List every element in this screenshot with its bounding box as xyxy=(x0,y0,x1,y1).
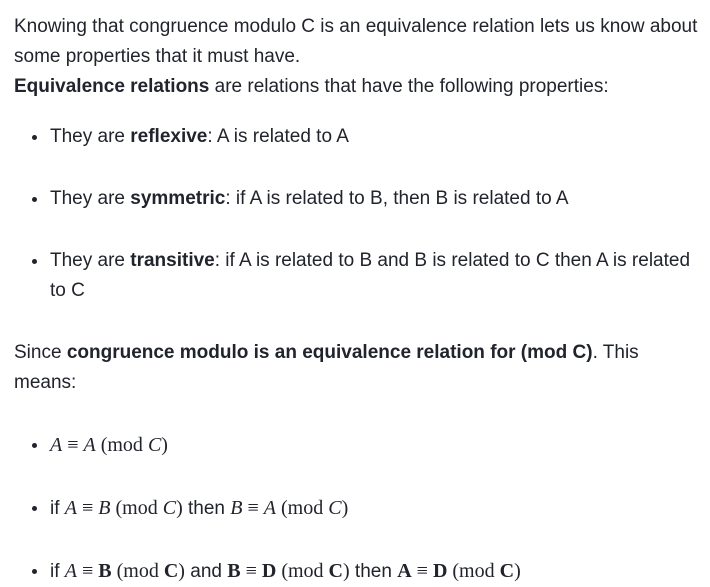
examples-list xyxy=(14,430,704,587)
bullet-icon xyxy=(32,197,37,202)
math-expression: B ≡ D (mod C) xyxy=(227,560,350,582)
property-text: : if A is related to B and B is related to C then A is related to C xyxy=(50,250,691,301)
math-expression: A ≡ D (mod C) xyxy=(397,560,521,582)
list-item-example-symmetric xyxy=(14,493,704,524)
property-term: reflexive xyxy=(130,126,208,147)
math-expression: A ≡ B (mod C) xyxy=(64,497,183,519)
list-item-example-reflexive xyxy=(14,430,704,461)
properties-list xyxy=(14,122,704,306)
property-text: : if A is related to B, then B is related to A xyxy=(225,188,569,209)
bullet-icon xyxy=(32,443,37,448)
example-text: then xyxy=(182,498,231,519)
property-text: They are xyxy=(50,126,131,147)
property-term: symmetric xyxy=(130,188,226,209)
intro-line2-rest: are relations that have the following properties: xyxy=(209,76,609,97)
since-paragraph xyxy=(14,338,704,398)
math-expression: A ≡ B (mod C) xyxy=(64,560,185,582)
bullet-icon xyxy=(32,506,37,511)
list-item-example-transitive xyxy=(14,556,704,587)
math-expression: A ≡ A (mod C) xyxy=(50,434,168,456)
since-bold-text: congruence modulo is an equivalence relation for (mod C) xyxy=(66,342,593,363)
since-text: . This means: xyxy=(14,342,639,393)
bullet-icon xyxy=(32,135,37,140)
bullet-icon xyxy=(32,259,37,264)
equivalence-relations-term: Equivalence relations xyxy=(14,76,210,97)
example-text: then xyxy=(349,561,398,582)
example-text: if xyxy=(50,561,65,582)
list-item-symmetric xyxy=(14,184,704,214)
math-expression: B ≡ A (mod C) xyxy=(230,497,349,519)
list-item-reflexive xyxy=(14,122,704,152)
since-text: Since xyxy=(14,342,67,363)
property-text: : A is related to A xyxy=(207,126,349,147)
property-term: transitive xyxy=(130,250,215,271)
intro-paragraph xyxy=(14,12,704,102)
intro-line1: Knowing that congruence modulo C is an equivalence relation lets us know about some properties that it must have. xyxy=(14,16,698,67)
example-text: if xyxy=(50,498,65,519)
property-text: They are xyxy=(50,250,131,271)
property-text: They are xyxy=(50,188,131,209)
example-text: and xyxy=(184,561,228,582)
list-item-transitive xyxy=(14,246,704,306)
bullet-icon xyxy=(32,569,37,574)
article-content xyxy=(14,12,704,587)
